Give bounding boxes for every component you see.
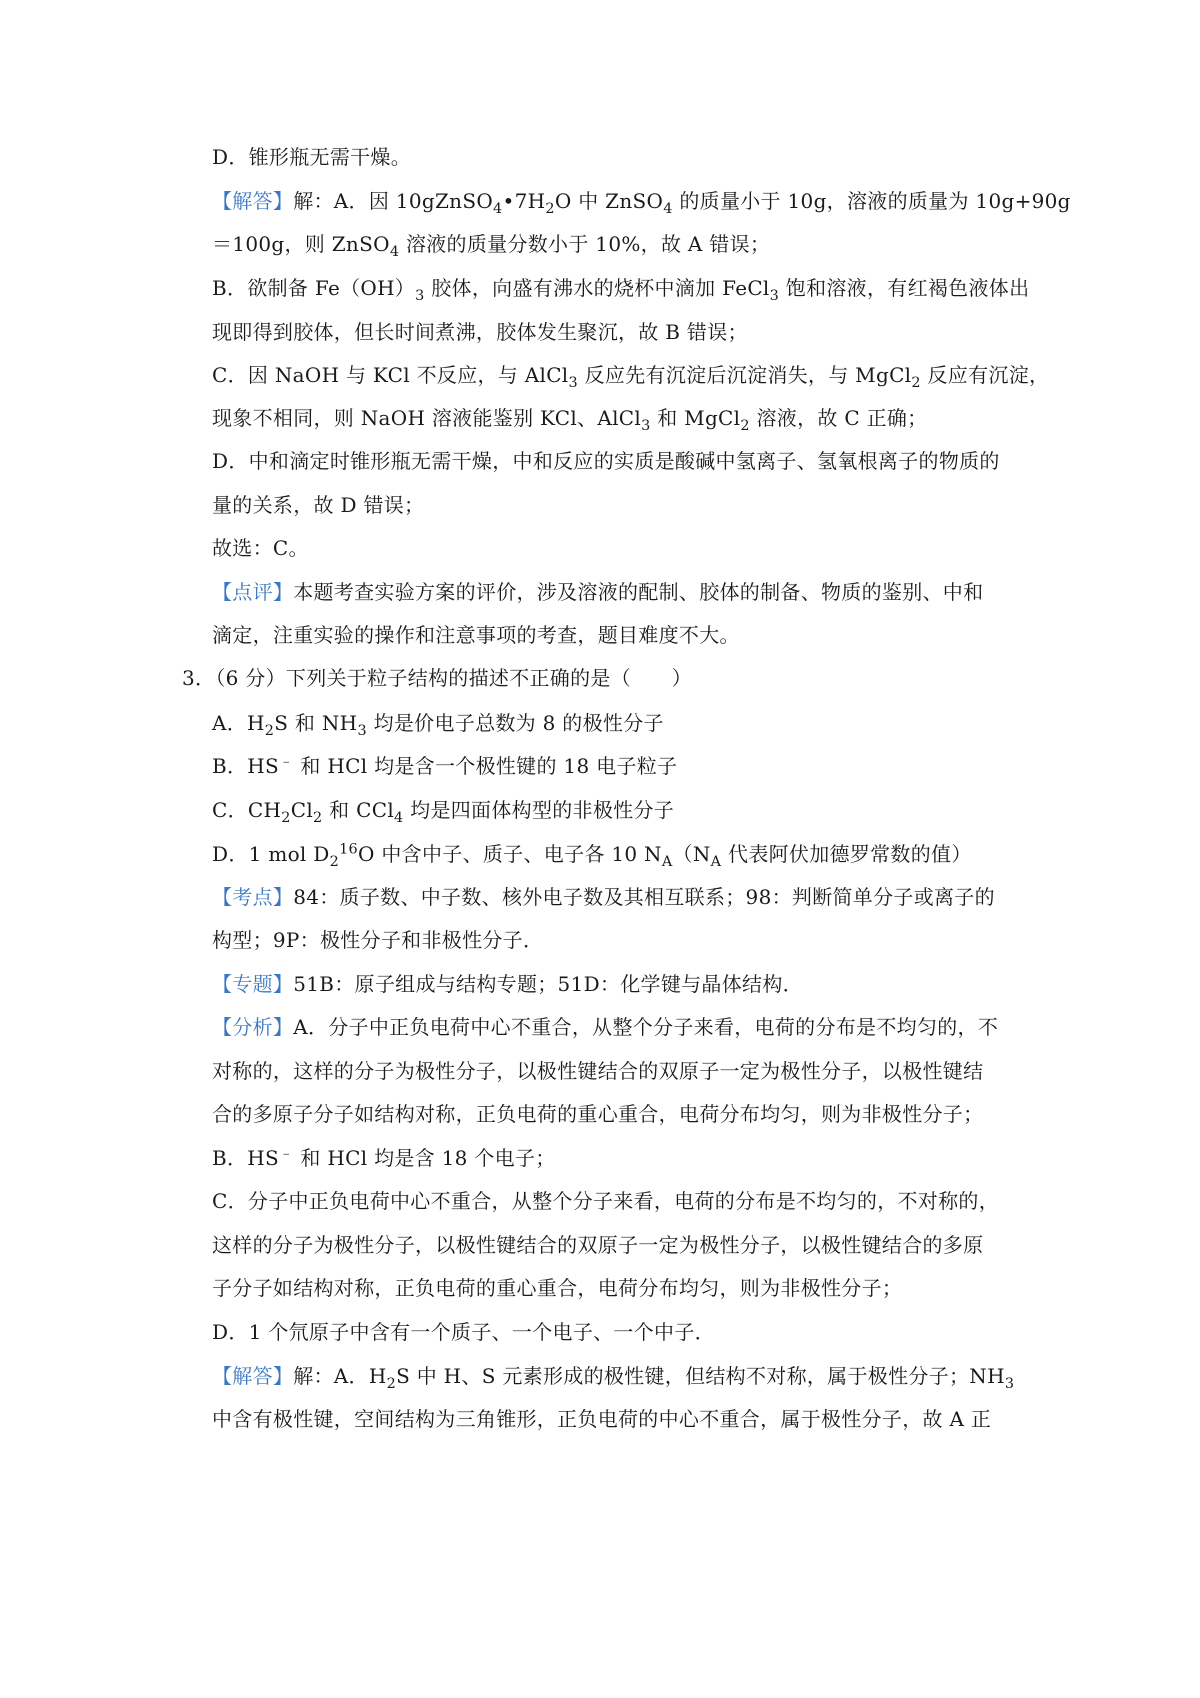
text-run: 均是价电子总数为 8 的极性分子 (366, 711, 664, 735)
subscript: 2 (281, 810, 291, 826)
subscript: 3 (641, 418, 651, 434)
text-run: A．分子中正负电荷中心不重合，从整个分子来看，电荷的分布是不均匀的，不 (293, 1015, 999, 1039)
subscript: 2 (313, 810, 323, 826)
text-line (0, 361, 1200, 389)
text-run: 解：A．H (293, 1364, 387, 1388)
text-line (0, 578, 1200, 606)
text-run: 51B：原子组成与结构专题；51D：化学键与晶体结构． (293, 972, 803, 996)
text-run: B．欲制备 Fe（OH） (212, 276, 416, 300)
text-line (0, 318, 1200, 346)
text-line (0, 840, 1200, 868)
text-line (0, 752, 1200, 780)
section-tag: 【考点】 (212, 885, 294, 909)
text-run: 现即得到胶体，但长时间煮沸，胶体发生聚沉，故 B 错误； (212, 320, 748, 344)
subscript: 2 (386, 1376, 397, 1392)
subscript: 3 (357, 723, 367, 739)
section-tag: 【分析】 (212, 1015, 294, 1039)
text-run: 反应先有沉淀后沉淀消失，与 MgCl (577, 363, 912, 387)
text-run: 和 HCl 均是含一个极性键的 18 电子粒子 (293, 754, 678, 778)
text-run: 本题考查实验方案的评价，涉及溶液的配制、胶体的制备、物质的鉴别、中和 (293, 580, 984, 604)
text-run: ＝100g，则 ZnSO (212, 232, 390, 256)
text-run: 饱和溶液，有红褐色液体出 (779, 276, 1030, 300)
text-run: 合的多原子分子如结构对称，正负电荷的重心重合，电荷分布均匀，则为非极性分子； (212, 1102, 984, 1126)
subscript: 4 (389, 244, 400, 260)
text-run: S 中 H、S 元素形成的极性键，但结构不对称，属于极性分子；NH (396, 1364, 1005, 1388)
subscript: A (710, 854, 722, 870)
text-run: 和 HCl 均是含 18 个电子； (293, 1146, 556, 1170)
subscript: 2 (329, 854, 340, 870)
superscript: 16 (339, 841, 359, 858)
text-line (0, 230, 1200, 258)
subscript: 4 (663, 201, 673, 217)
text-line (0, 1274, 1200, 1302)
text-line (0, 534, 1200, 562)
text-line (0, 143, 1200, 171)
text-line (0, 1362, 1200, 1390)
text-line (0, 1405, 1200, 1433)
text-run: 的质量小于 10g，溶液的质量为 10g+90g (672, 189, 1071, 213)
text-run: O 中 ZnSO (554, 189, 664, 213)
text-line (0, 1100, 1200, 1128)
subscript: 4 (394, 810, 404, 826)
section-tag: 【解答】 (212, 1364, 294, 1388)
text-run: O 中含中子、质子、电子各 10 N (358, 842, 662, 866)
subscript: 4 (493, 201, 503, 217)
text-line (0, 970, 1200, 998)
text-run: 溶液，故 C 正确； (749, 406, 928, 430)
text-run: D．锥形瓶无需干燥。 (212, 145, 412, 169)
text-line (0, 709, 1200, 737)
text-run: 胶体，向盛有沸水的烧杯中滴加 FeCl (424, 276, 770, 300)
subscript: 3 (568, 375, 578, 391)
text-line (0, 1231, 1200, 1259)
text-run: 解：A．因 10gZnSO (293, 189, 494, 213)
subscript: A (661, 854, 673, 870)
text-line (0, 1013, 1200, 1041)
text-run: 3．（6 分）下列关于粒子结构的描述不正确的是（ ） (182, 666, 692, 690)
text-line (0, 926, 1200, 954)
text-run: A．H (212, 711, 265, 735)
text-line (0, 621, 1200, 649)
section-tag: 【专题】 (212, 972, 294, 996)
subscript: 2 (545, 201, 555, 217)
superscript: ﹣ (279, 1145, 294, 1162)
text-run: 故选：C。 (212, 536, 309, 560)
superscript: ﹣ (279, 753, 294, 770)
text-run: （N (672, 842, 711, 866)
text-run: B．HS (212, 1146, 280, 1170)
text-run: 滴定，注重实验的操作和注意事项的考查，题目难度不大。 (212, 623, 740, 647)
section-tag: 【解答】 (212, 189, 294, 213)
text-line (0, 447, 1200, 475)
text-run: S 和 NH (274, 711, 358, 735)
text-line (0, 491, 1200, 519)
text-run: 现象不相同，则 NaOH 溶液能鉴别 KCl、AlCl (212, 406, 642, 430)
text-run: 溶液的质量分数小于 10%，故 A 错误； (399, 232, 771, 256)
text-run: Cl (290, 798, 314, 822)
text-line (0, 664, 1200, 692)
text-run: 和 CCl (322, 798, 395, 822)
subscript: 3 (1004, 1376, 1015, 1392)
text-run: 代表阿伏加德罗常数的值） (721, 842, 972, 866)
text-line (0, 404, 1200, 432)
text-run: D．1 个氘原子中含有一个质子、一个电子、一个中子． (212, 1320, 715, 1344)
text-run: D．中和滴定时锥形瓶无需干燥，中和反应的实质是酸碱中氢离子、氢氧根离子的物质的 (212, 449, 1000, 473)
text-line (0, 274, 1200, 302)
text-line (0, 1318, 1200, 1346)
text-run: 这样的分子为极性分子，以极性键结合的双原子一定为极性分子，以极性键结合的多原 (212, 1233, 984, 1257)
text-run: C．CH (212, 798, 282, 822)
text-run: 84：质子数、中子数、核外电子数及其相互联系；98：判断简单分子或离子的 (293, 885, 995, 909)
subscript: 3 (769, 288, 780, 304)
text-run: 和 MgCl (650, 406, 741, 430)
subscript: 2 (264, 723, 275, 739)
text-run: 量的关系，故 D 错误； (212, 493, 425, 517)
text-run: D．1 mol D (212, 842, 330, 866)
text-run: •7H (502, 189, 546, 213)
subscript: 3 (415, 288, 425, 304)
text-run: C．分子中正负电荷中心不重合，从整个分子来看，电荷的分布是不均匀的，不对称的， (212, 1189, 1000, 1213)
text-line (0, 1057, 1200, 1085)
text-line (0, 796, 1200, 824)
subscript: 2 (740, 418, 750, 434)
text-line (0, 187, 1200, 215)
text-run: B．HS (212, 754, 280, 778)
text-run: 反应有沉淀， (920, 363, 1050, 387)
text-run: 中含有极性键，空间结构为三角锥形，正负电荷的中心不重合，属于极性分子，故 A 正 (212, 1407, 992, 1431)
text-run: C．因 NaOH 与 KCl 不反应，与 AlCl (212, 363, 569, 387)
text-line (0, 883, 1200, 911)
text-line (0, 1144, 1200, 1172)
text-run: 子分子如结构对称，正负电荷的重心重合，电荷分布均匀，则为非极性分子； (212, 1276, 903, 1300)
text-line (0, 1187, 1200, 1215)
text-run: 构型；9P：极性分子和非极性分子． (212, 928, 544, 952)
subscript: 2 (911, 375, 921, 391)
section-tag: 【点评】 (212, 580, 294, 604)
text-run: 对称的，这样的分子为极性分子，以极性键结合的双原子一定为极性分子，以极性键结 (212, 1059, 984, 1083)
text-run: 均是四面体构型的非极性分子 (403, 798, 675, 822)
